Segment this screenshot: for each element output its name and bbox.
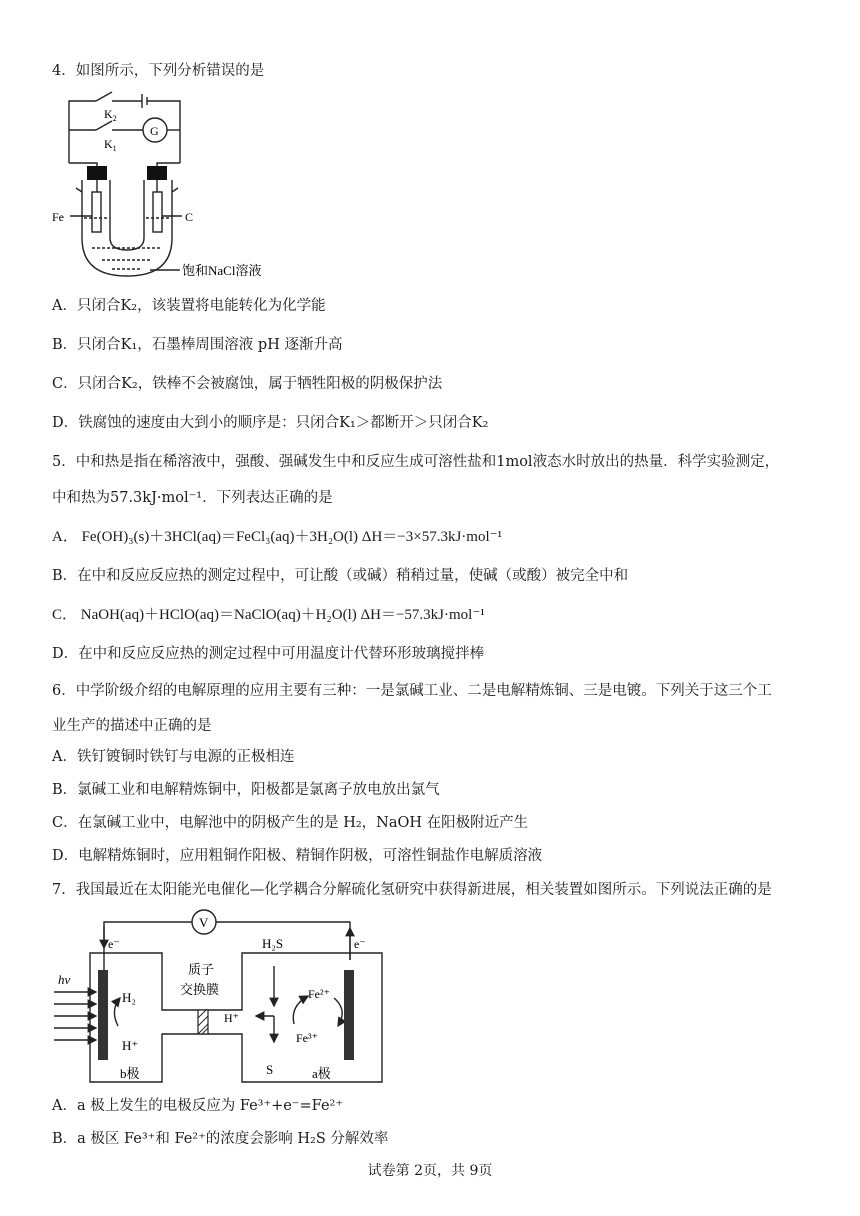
q4-option-b: B．只闭合K₁，石墨棒周围溶液 pH 逐渐升高 [52,337,343,353]
q4-electrolysis-figure [52,88,292,288]
a-electrode-label: a极 [312,1066,331,1081]
q7-option-b: B．a 极区 Fe³⁺和 Fe²⁺的浓度会影响 H₂S 分解效率 [52,1131,389,1147]
electron-right-label: e⁻ [354,937,366,951]
q5-option-a: A． Fe(OH)₃(s)＋3HCl(aq)＝FeCl₃(aq)＋3H₂O(l) ΔH＝−3×57.3kJ·mol⁻¹ [52,529,503,545]
h2-label: H₂ [122,990,136,1005]
solution-label: 饱和NaCl溶液 [182,263,262,278]
q6-stem-line1: 6．中学阶级介绍的电解原理的应用主要有三种：一是氯碱工业、二是电解精炼铜、三是电镀。下列关于这三个工 [52,683,772,699]
q4-option-d: D．铁腐蚀的速度由大到小的顺序是：只闭合K₁＞都断开＞只闭合K₂ [52,415,489,431]
k2-label: $K_2$ [104,107,117,123]
q6-option-c: C．在氯碱工业中，电解池中的阴极产生的是 H₂，NaOH 在阳极附近产生 [52,815,529,831]
galvanometer-label: G [150,124,159,138]
s-label: S [266,1062,274,1077]
h2s-label: H₂S [262,936,284,951]
membrane-label-1: 质子 [188,962,215,977]
b-electrode-label: b极 [120,1066,140,1081]
q5-option-d: D．在中和反应反应热的测定过程中可用温度计代替环形玻璃搅拌棒 [52,646,485,662]
hplus-left-label: H⁺ [122,1038,139,1053]
fe3-label: Fe³⁺ [296,1031,318,1045]
c-label: C [185,210,194,224]
fe2-label: Fe²⁺ [308,987,330,1001]
k1-label: $K_1$ [104,137,117,153]
q4-option-c: C．只闭合K₂，铁棒不会被腐蚀，属于牺牲阳极的阴极保护法 [52,376,443,392]
voltmeter-label: V [199,915,209,930]
q5-stem-line2: 中和热为57.3kJ·mol⁻¹．下列表达正确的是 [52,490,333,506]
q6-option-d: D．电解精炼铜时，应用粗铜作阳极、精铜作阴极，可溶性铜盐作电解质溶液 [52,848,543,864]
q4-option-a: A．只闭合K₂，该装置将电能转化为化学能 [52,298,326,314]
hv-label: hν [58,972,71,987]
fe-label: Fe [52,210,64,224]
membrane-label-2: 交换膜 [180,982,220,997]
q4-stem: 4．如图所示，下列分析错误的是 [52,63,265,79]
q5-stem-line1: 5．中和热是指在稀溶液中，强酸、强碱发生中和反应生成可溶性盐和1mol液态水时放出的热量．科学实验测定， [52,454,780,470]
q7-stem: 7．我国最近在太阳能光电催化—化学耦合分解硫化氢研究中获得新进展，相关装置如图所示。下列说法正确的是 [52,882,772,898]
electron-left-label: e⁻ [108,937,120,951]
q5-option-b: B．在中和反应反应热的测定过程中，可让酸（或碱）稍稍过量，使碱（或酸）被完全中和 [52,568,629,584]
q6-option-b: B．氯碱工业和电解精炼铜中，阳极都是氯离子放电放出氯气 [52,782,440,798]
q7-option-a: A．a 极上发生的电极反应为 Fe³⁺+e⁻=Fe²⁺ [52,1098,343,1114]
q5-option-c: C． NaOH(aq)＋HClO(aq)＝NaClO(aq)＋H₂O(l) ΔH＝−57.3kJ·mol⁻¹ [52,607,485,623]
hplus-mid-label: H⁺ [224,1011,239,1025]
q6-stem-line2: 业生产的描述中正确的是 [52,718,212,734]
q6-option-a: A．铁钉镀铜时铁钉与电源的正极相连 [52,749,295,765]
q7-photoelectrochemical-figure [52,906,392,1088]
page-footer: 试卷第 2页，共 9页 [367,1163,493,1179]
